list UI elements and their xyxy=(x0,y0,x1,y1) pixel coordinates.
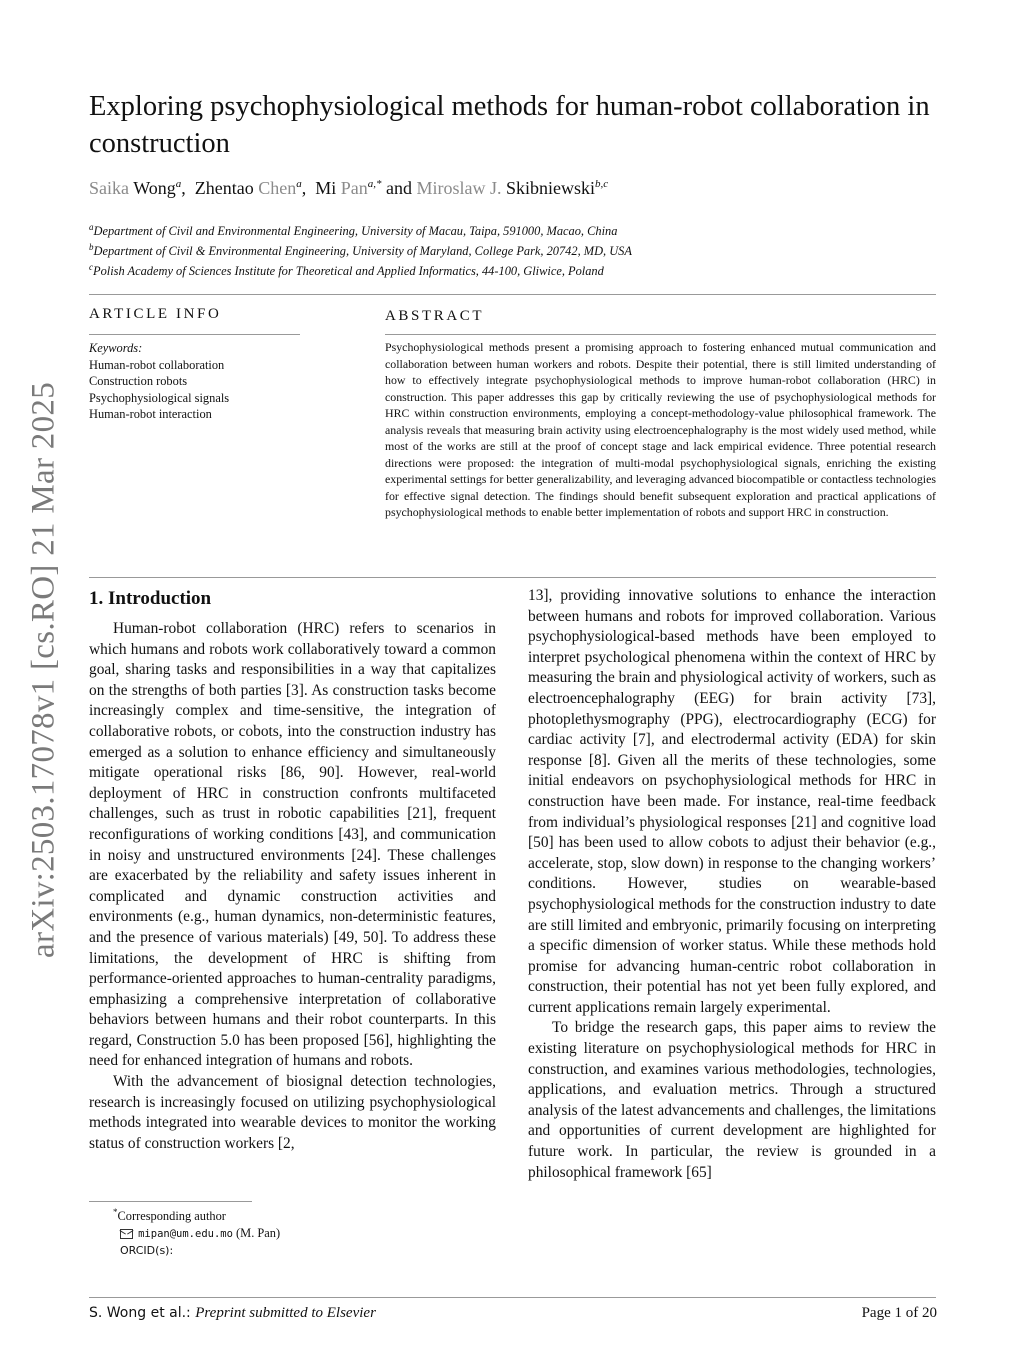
keyword: Psychophysiological signals xyxy=(89,390,230,405)
affiliation xyxy=(89,242,949,259)
affiliation xyxy=(89,222,949,239)
keywords-block xyxy=(89,340,319,423)
author-sup: b,c xyxy=(595,178,609,190)
footnote-marker: * xyxy=(113,1207,118,1217)
affiliation-text: Polish Academy of Sciences Institute for Theoretical and Applied Informatics, 44-100, Gliwice, Poland xyxy=(93,264,604,279)
header-divider xyxy=(89,294,936,295)
paragraph: Human-robot collaboration (HRC) refers to scenarios in which humans and robots work collaboratively toward a common goal, sharing tasks and responsibilities in a way that capitalizes on the strengths of both parties [3]. As construction tasks become increasingly complex and time-sensitive, the integration of collaborative robots, or cobots, into the construction industry has emerged as a solution to enhance efficiency and simultaneously mitigate operational risks [86, 90]. However, real-world deployment of HRC in construction confronts multifaceted challenges, such as trust in robotic capabilities [21], frequent reconfigurations of working conditions [43], and communication in noisy and unstructured environments [24]. These challenges are exacerbated by the reliability and safety issues inherent in complicated and dynamic construction activities and environments (e.g., human dynamics, non-deterministic features, and the presence of various materials) [49, 50]. To address these limitations, the development of HRC is shifting from performance-oriented approaches to human-centrality paradigms, emphasizing a comprehensive interpretation of collaborative behaviors between humans and their robot counterparts. In this regard, Construction 5.0 has been proposed [56], highlighting the need for enhanced integration of humans and robots. xyxy=(89,620,496,1070)
affiliation-text: Department of Civil and Environmental Engineering, University of Macau, Taipa, 591000, Macao, China xyxy=(93,224,618,239)
author-last: Wong xyxy=(133,178,176,198)
affiliation-sup: c xyxy=(89,262,93,272)
author-sup: a,* xyxy=(367,178,382,190)
abstract-divider xyxy=(385,334,936,335)
abstract-heading: ABSTRACT xyxy=(385,308,485,324)
author-sup: a xyxy=(296,178,302,190)
author-last: Chen xyxy=(258,178,297,198)
arxiv-stamp xyxy=(24,360,64,980)
arxiv-id: arXiv:2503.17078v1 [cs.RO] 21 Mar 2025 xyxy=(25,382,62,958)
envelope-icon xyxy=(120,1229,133,1239)
email-link[interactable]: mipan@um.edu.mo xyxy=(138,1228,233,1240)
section-heading-introduction: 1. Introduction xyxy=(89,588,212,609)
keywords-label: Keywords: xyxy=(89,341,143,355)
paper-title: Exploring psychophysiological methods for human-robot collaboration in construction xyxy=(89,91,930,159)
footer-authors: S. Wong et al.: xyxy=(89,1305,191,1321)
footnote-orcid: ORCID(s): xyxy=(120,1244,174,1257)
affiliation xyxy=(89,262,949,279)
affiliation-sup: a xyxy=(89,222,94,232)
keyword: Construction robots xyxy=(89,374,188,388)
footnote-divider xyxy=(89,1201,252,1202)
footer-left xyxy=(89,1305,376,1322)
footer-venue: Preprint submitted to Elsevier xyxy=(195,1305,376,1321)
author-first: Zhentao xyxy=(194,178,254,198)
author-first: Miroslaw J. xyxy=(416,178,502,198)
author-first: Mi xyxy=(315,178,337,198)
author-last: Pan xyxy=(340,178,368,198)
footnote-email xyxy=(120,1226,280,1241)
author-sup: a xyxy=(175,178,182,190)
author-list: Saika Wong$^a$, Zhentao Chen$^a$, Mi Pan$^{a,*}$ and Miroslaw J. Skibniewski$^{b,c}$ xyxy=(89,178,609,198)
abstract-end-divider xyxy=(89,577,936,578)
author-and: and xyxy=(386,178,412,198)
body-column-right xyxy=(528,586,936,1183)
author-first: Saika xyxy=(89,178,129,198)
affiliation-text: Department of Civil & Environmental Engineering, University of Maryland, College Park, 20742, MD, USA xyxy=(93,244,632,259)
footer-divider xyxy=(89,1297,936,1298)
email-name: (M. Pan) xyxy=(236,1226,281,1240)
keyword: Human-robot interaction xyxy=(89,407,212,421)
author-last: Skibniewski xyxy=(506,178,596,198)
footnote-corresponding xyxy=(113,1207,226,1224)
body-column-left xyxy=(89,619,496,1154)
article-info-divider xyxy=(89,334,300,335)
footnote-corresponding-text: Corresponding author xyxy=(117,1209,226,1224)
paragraph: 13], providing innovative solutions to enhance the interaction between humans and robots for improved collaboration. Various psychophysiological-based methods have been employed to interpret psychological phenomena within the context of HRC by measuring the brain and physiological activity of workers, such as electroencephalography (EEG) for brain activity [73], photoplethysmography (PPG), electrocardiography (ECG) for cardiac activity [7], and electrodermal activity (EDA) for skin response [8]. Given all the merits of these technologies, some initial endeavors on psychophysiological methods for HRC in construction have been made. For instance, real-time feedback from individual’s physiological responses [21] and cognitive load [50] has been used to allow cobots to adjust their behavior (e.g., accelerate, stop, slow down) in response to the changing workers’ conditions. However, studies on wearable-based psychophysiological methods for the construction industry to date are still limited and embryonic, primarily focusing on interpreting a specific dimension of worker status. While these methods hold promise for advancing human-centric robot collaboration in construction, their potential has not yet been fully explored, and current applications remain largely experimental. xyxy=(528,587,936,1016)
affiliation-sup: b xyxy=(89,242,94,252)
article-info-heading: ARTICLE INFO xyxy=(89,306,222,322)
paragraph: With the advancement of biosignal detection technologies, research is increasingly focused on utilizing psychophysiological methods integrated into wearable devices to monitor the working status of construction workers [2, xyxy=(89,1073,496,1152)
keyword: Human-robot collaboration xyxy=(89,357,225,372)
paragraph: To bridge the research gaps, this paper aims to review the existing literature on psychophysiological methods for HRC in construction, and examines various methodologies, technologies, applications, and evaluation metrics. Through a structured analysis of the latest advancements and challenges, the limitations and opportunities of current development are highlighted for future work. In particular, the review is grounded in a philosophical framework [65] xyxy=(528,1019,936,1181)
page-number: Page 1 of 20 xyxy=(861,1305,937,1321)
abstract-text: Psychophysiological methods present a promising approach to fostering enhanced mutual communication and collaboration between human workers and robots. Despite their potential, there is still limited understanding of how to effectively integrate psychophysiological methods to improve human-robot collaboration (HRC) in construction. This paper addresses this gap by critically reviewing the use of psychophysiological methods for HRC within construction environments, employing a concept-methodology-value philosophical framework. The analysis reveals that measuring brain activity using electroencephalography is the most widely used method, while most of the works are still at the proof of concept stage and lack empirical evidence. Three potential research directions were proposed: the integration of multi-modal psychophysiological signals, enriching the existing experimental settings for better generalizability, and leveraging advanced biocompatible or contactless technologies for effective signal detection. The findings should benefit subsequent exploration and practical applications of psychophysiological methods to enable better implementation of robots and support HRC in construction. xyxy=(385,340,936,519)
